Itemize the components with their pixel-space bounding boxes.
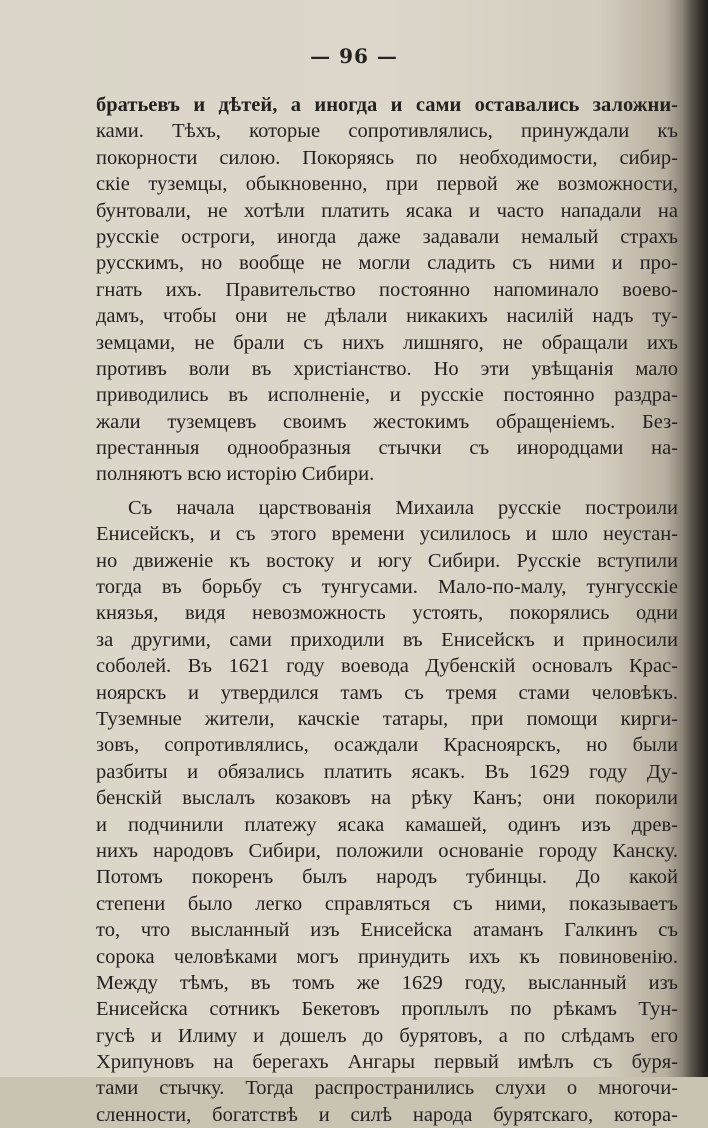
text-line: нихъ народовъ Сибири, положили основаніе городу Канску. — [96, 839, 678, 862]
text-line: князья, видя невозможность устоять, покорялись одни — [96, 602, 678, 625]
text-line: зовъ, сопротивлялись, осаждали Красноярскъ, но были — [96, 734, 678, 757]
text-line: Туземные жители, качскіе татары, при помощи кирги- — [96, 707, 678, 730]
page-text — [96, 92, 678, 1128]
text-line: ками. Тѣхъ, которые сопротивлялись, принуждали къ — [96, 120, 678, 143]
text-line: Съ начала царствованія Михаила русскіе построили — [128, 496, 678, 519]
text-line: разбиты и обязались платить ясакъ. Въ 1629 году Ду- — [96, 760, 678, 783]
text-line: Между тѣмъ, въ томъ же 1629 году, высланный изъ — [96, 971, 678, 994]
text-line: за другими, сами приходили въ Енисейскъ и приносили — [96, 628, 678, 651]
text-line: и подчинили платежу ясака камашей, одинъ изъ древ- — [96, 813, 678, 836]
text-line: гусѣ и Илиму и дошелъ до бурятовъ, а по слѣдамъ его — [96, 1024, 678, 1047]
text-line: бенскій выслалъ козаковъ на рѣку Канъ; они покорили — [96, 787, 678, 810]
text-line: престанныя однообразныя стычки съ инородцами на- — [96, 437, 678, 460]
text-line: приводились въ исполненіе, и русскіе постоянно раздра- — [96, 384, 678, 407]
text-line: противъ воли въ христіанство. Но эти увѣщанія мало — [96, 357, 678, 380]
text-line: тогда въ борьбу съ тунгусами. Мало-по-малу, тунгусскіе — [96, 576, 678, 599]
text-line: братьевъ и дѣтей, а иногда и сами оставались заложни- — [96, 94, 678, 116]
text-line: бунтовали, не хотѣли платить ясака и часто нападали на — [96, 199, 678, 222]
text-line: Хрипуновъ на берегахъ Ангары первый имѣлъ съ буря- — [96, 1051, 678, 1074]
text-line: гнать ихъ. Правительство постоянно напоминало воево- — [96, 278, 678, 301]
text-line: скіе туземцы, обыкновенно, при первой же возможности, — [96, 173, 678, 196]
text-line: дамъ, чтобы они не дѣлали никакихъ насилій надъ ту- — [96, 305, 678, 328]
text-line: покорности силою. Покоряясь по необходимости, сибир- — [96, 146, 678, 169]
paragraph — [96, 92, 678, 488]
text-line: соболей. Въ 1621 году воевода Дубенскій основалъ Крас- — [96, 655, 678, 678]
paragraph-gap — [96, 488, 678, 495]
text-line: Потомъ покоренъ былъ народъ тубинцы. До какой — [96, 866, 678, 889]
text-line: жали туземцевъ своимъ жестокимъ обращеніемъ. Без- — [96, 410, 678, 433]
text-line: русскимъ, но вообще не могли сладить съ ними и про- — [96, 252, 678, 275]
text-line: русскіе остроги, иногда даже задавали немалый страхъ — [96, 225, 678, 248]
text-line: Енисейскъ, и съ этого времени усилилось и шло неустан- — [96, 523, 678, 546]
page-number: — 96 — — [310, 44, 398, 68]
text-line: сорока человѣками могъ принудить ихъ къ повиновенію. — [96, 945, 678, 968]
text-line: ноярскъ и утвердился тамъ съ тремя стами человѣкъ. — [96, 681, 678, 704]
paragraph — [96, 495, 678, 1128]
text-line: степени было легко справляться съ ними, показываетъ — [96, 892, 678, 915]
text-line: сленности, богатствѣ и силѣ народа бурятскаго, котора- — [96, 1103, 678, 1126]
text-line: но движеніе къ востоку и югу Сибири. Русскіе вступили — [96, 549, 678, 572]
text-line: земцами, не брали съ нихъ лишняго, не обращали ихъ — [96, 331, 678, 354]
text-line: тами стычку. Тогда распространились слухи о многочи- — [96, 1077, 678, 1100]
text-line: Енисейска сотникъ Бекетовъ проплылъ по рѣкамъ Тун- — [96, 998, 678, 1021]
text-line: полняютъ всю исторію Сибири. — [96, 463, 375, 486]
text-line: то, что высланный изъ Енисейска атаманъ Галкинъ съ — [96, 919, 678, 942]
